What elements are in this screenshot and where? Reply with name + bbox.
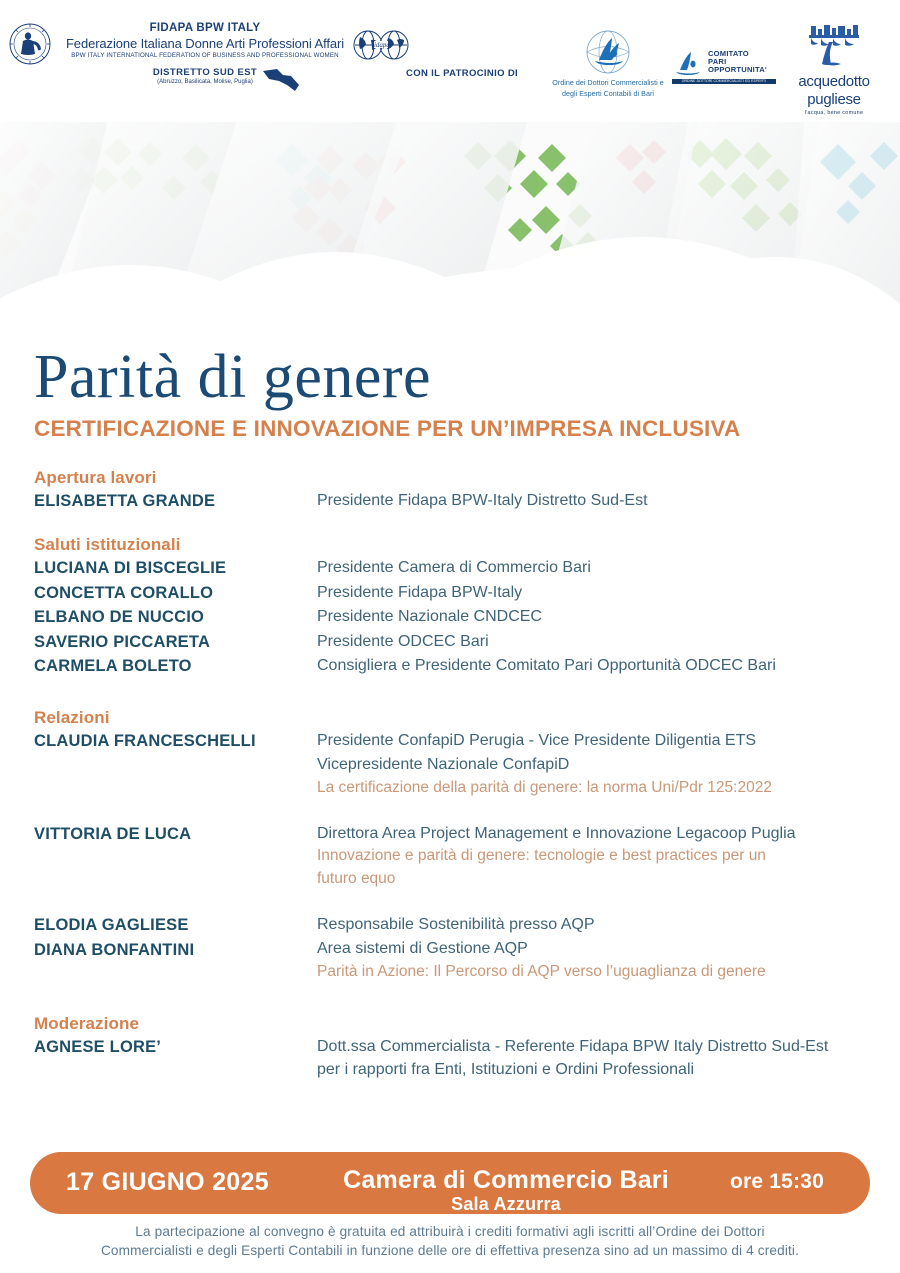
disclaimer-line-1: La partecipazione al convegno è gratuita ed attribuirà i crediti formativi agli iscritti all’Ordine dei Dottori <box>135 1224 765 1239</box>
program-entry <box>34 605 900 629</box>
program-entry <box>34 822 900 892</box>
speaker-details <box>317 913 900 983</box>
speaker-details <box>317 630 900 654</box>
speaker-details <box>317 822 900 892</box>
speaker-role: Consigliera e Presidente Comitato Pari Opportunità ODCEC Bari <box>317 657 776 675</box>
speaker-role: Presidente Fidapa BPW-Italy <box>317 583 523 601</box>
talk-title: La certificazione della parità di genere: la norma Uni/Pdr 125:2022 <box>317 778 772 796</box>
program-section-header: Saluti istituzionali <box>34 535 181 555</box>
odcec-caption-line2: degli Esperti Contabili di Bari <box>562 89 654 98</box>
speaker-names <box>34 822 317 846</box>
speaker-role: Presidente ODCEC Bari <box>317 632 489 650</box>
talk-title: Parità in Azione: Il Percorso di AQP verso l’uguaglianza di genere <box>317 962 766 980</box>
speaker-details <box>317 1035 900 1082</box>
program-entry <box>34 489 900 513</box>
speaker-role: Responsabile Sostenibilità presso AQP <box>317 916 595 934</box>
speaker-names <box>34 913 317 962</box>
banner-graphic <box>0 122 900 322</box>
speaker-name: VITTORIA DE LUCA <box>34 824 192 843</box>
speaker-role: per i rapporti fra Enti, Istituzioni e Ordini Professionali <box>317 1061 695 1079</box>
speaker-role: Presidente Nazionale CNDCEC <box>317 608 542 626</box>
speaker-name: LUCIANA DI BISCEGLIE <box>34 559 227 578</box>
talk-title: futuro equo <box>317 870 396 888</box>
entry-spacer <box>34 891 900 913</box>
program-entry <box>34 630 900 654</box>
speaker-role: Presidente Camera di Commercio Bari <box>317 559 591 577</box>
odcec-caption-line1: Ordine dei Dottori Commercialisti e <box>552 78 664 87</box>
acquedotto-pugliese-logo <box>782 24 886 116</box>
speaker-names <box>34 630 317 654</box>
page-title: Parità di genere <box>34 343 432 411</box>
speaker-name: DIANA BONFANTINI <box>34 940 195 959</box>
speaker-details <box>317 556 900 580</box>
speaker-details <box>317 729 900 799</box>
section-spacer <box>34 678 900 708</box>
speaker-details <box>317 489 900 513</box>
cpo-strip-text: ORDINE DOTTORI COMMERCIALISTI ED ESPERTI CONTABILI DI BARI <box>681 79 767 88</box>
event-details-bar <box>30 1152 870 1214</box>
speaker-name: AGNESE LORE’ <box>34 1037 162 1056</box>
cpo-line1: COMITATO <box>708 49 749 58</box>
credits-disclaimer <box>30 1222 870 1261</box>
section-spacer <box>34 513 900 535</box>
speaker-names <box>34 556 317 580</box>
speaker-role: Direttora Area Project Management e Innovazione Legacoop Puglia <box>317 824 796 842</box>
sponsor-logo-strip <box>0 0 900 122</box>
speaker-name: CONCETTA CORALLO <box>34 583 214 602</box>
cpo-line2: PARI <box>708 57 727 67</box>
cpo-text-block <box>708 50 767 75</box>
fidapa-subtitle: Federazione Italiana Donne Arti Professioni Affari <box>65 36 345 51</box>
speaker-role: Dott.ssa Commercialista - Referente Fidapa BPW Italy Distretto Sud-Est <box>317 1037 829 1055</box>
program-section-header: Moderazione <box>34 1013 140 1033</box>
event-date: 17 GIUGNO 2025 <box>66 1168 269 1196</box>
section-spacer <box>34 984 900 1014</box>
program-entry <box>34 654 900 678</box>
speaker-names <box>34 1035 317 1059</box>
speaker-name: ELODIA GAGLIESE <box>34 916 189 935</box>
speaker-details <box>317 654 900 678</box>
program-entry <box>34 556 900 580</box>
talk-title: Innovazione e parità di genere: tecnologie e best practices per un <box>317 847 766 865</box>
program-entry <box>34 1035 900 1082</box>
aqp-name-line1: acquedotto <box>798 73 870 90</box>
speaker-names <box>34 654 317 678</box>
fidapa-district-block <box>153 67 257 85</box>
event-venue-block <box>326 1166 686 1215</box>
aqp-claim: l'acqua, bene comune <box>804 110 864 117</box>
cpo-line3: OPPORTUNITA' <box>708 65 767 75</box>
speaker-names <box>34 605 317 629</box>
speaker-name: ELBANO DE NUCCIO <box>34 608 205 627</box>
program-entry <box>34 913 900 983</box>
entry-spacer <box>34 800 900 822</box>
program-entry <box>34 581 900 605</box>
title-area <box>0 322 900 442</box>
program-section-header: Relazioni <box>34 708 110 728</box>
speaker-role: Area sistemi di Gestione AQP <box>317 939 528 957</box>
disclaimer-line-2: Commercialisti e degli Esperti Contabili in funzione delle ore di effettiva presenza sino ad un massimo di 4 crediti. <box>100 1243 800 1259</box>
speaker-name: SAVERIO PICCARETA <box>34 632 211 651</box>
speaker-name: CLAUDIA FRANCESCHELLI <box>34 732 256 751</box>
odcec-bari-logo <box>538 30 678 98</box>
event-time: ore 15:30 <box>729 1170 824 1193</box>
speaker-name: ELISABETTA GRANDE <box>34 492 216 510</box>
puglia-region-icon <box>261 67 303 93</box>
event-room: Sala Azzurra <box>451 1194 561 1214</box>
program-list <box>0 468 900 1082</box>
speaker-role: Presidente Fidapa BPW-Italy Distretto Sud-Est <box>317 492 648 509</box>
decorative-banner <box>0 122 900 322</box>
patrocinio-label: CON IL PATROCINIO DI <box>406 68 519 79</box>
aqp-name-line2: pugliese <box>807 90 861 108</box>
speaker-names <box>34 489 317 513</box>
speaker-details <box>317 581 900 605</box>
speaker-names <box>34 581 317 605</box>
speaker-role: Vicepresidente Nazionale ConfapiD <box>317 756 570 774</box>
speaker-details <box>317 605 900 629</box>
fidapa-english-name: BPW ITALY INTERNATIONAL FEDERATION OF BUSINESS AND PROFESSIONAL WOMEN <box>71 52 339 59</box>
fidapa-emblem-icon <box>8 22 52 66</box>
fidapa-district: DISTRETTO SUD EST <box>152 67 258 78</box>
fidapa-wordmark <box>60 22 350 88</box>
svg-text:fidapa: fidapa <box>372 41 390 49</box>
speaker-role: Presidente ConfapiD Perugia - Vice Presidente Diligentia ETS <box>317 732 757 750</box>
program-entry <box>34 729 900 799</box>
fidapa-title: FIDAPA BPW ITALY <box>149 22 261 34</box>
speaker-names <box>34 729 317 753</box>
page-subtitle: CERTIFICAZIONE E INNOVAZIONE PER UN’IMPRESA INCLUSIVA <box>34 416 741 441</box>
program-section-header: Apertura lavori <box>34 468 157 487</box>
speaker-name: CARMELA BOLETO <box>34 657 192 676</box>
event-venue: Camera di Commercio Bari <box>343 1166 669 1194</box>
fidapa-district-regions: (Abruzzo, Basilicata, Molise, Puglia) <box>157 79 253 85</box>
bpw-globes-icon <box>352 28 410 62</box>
